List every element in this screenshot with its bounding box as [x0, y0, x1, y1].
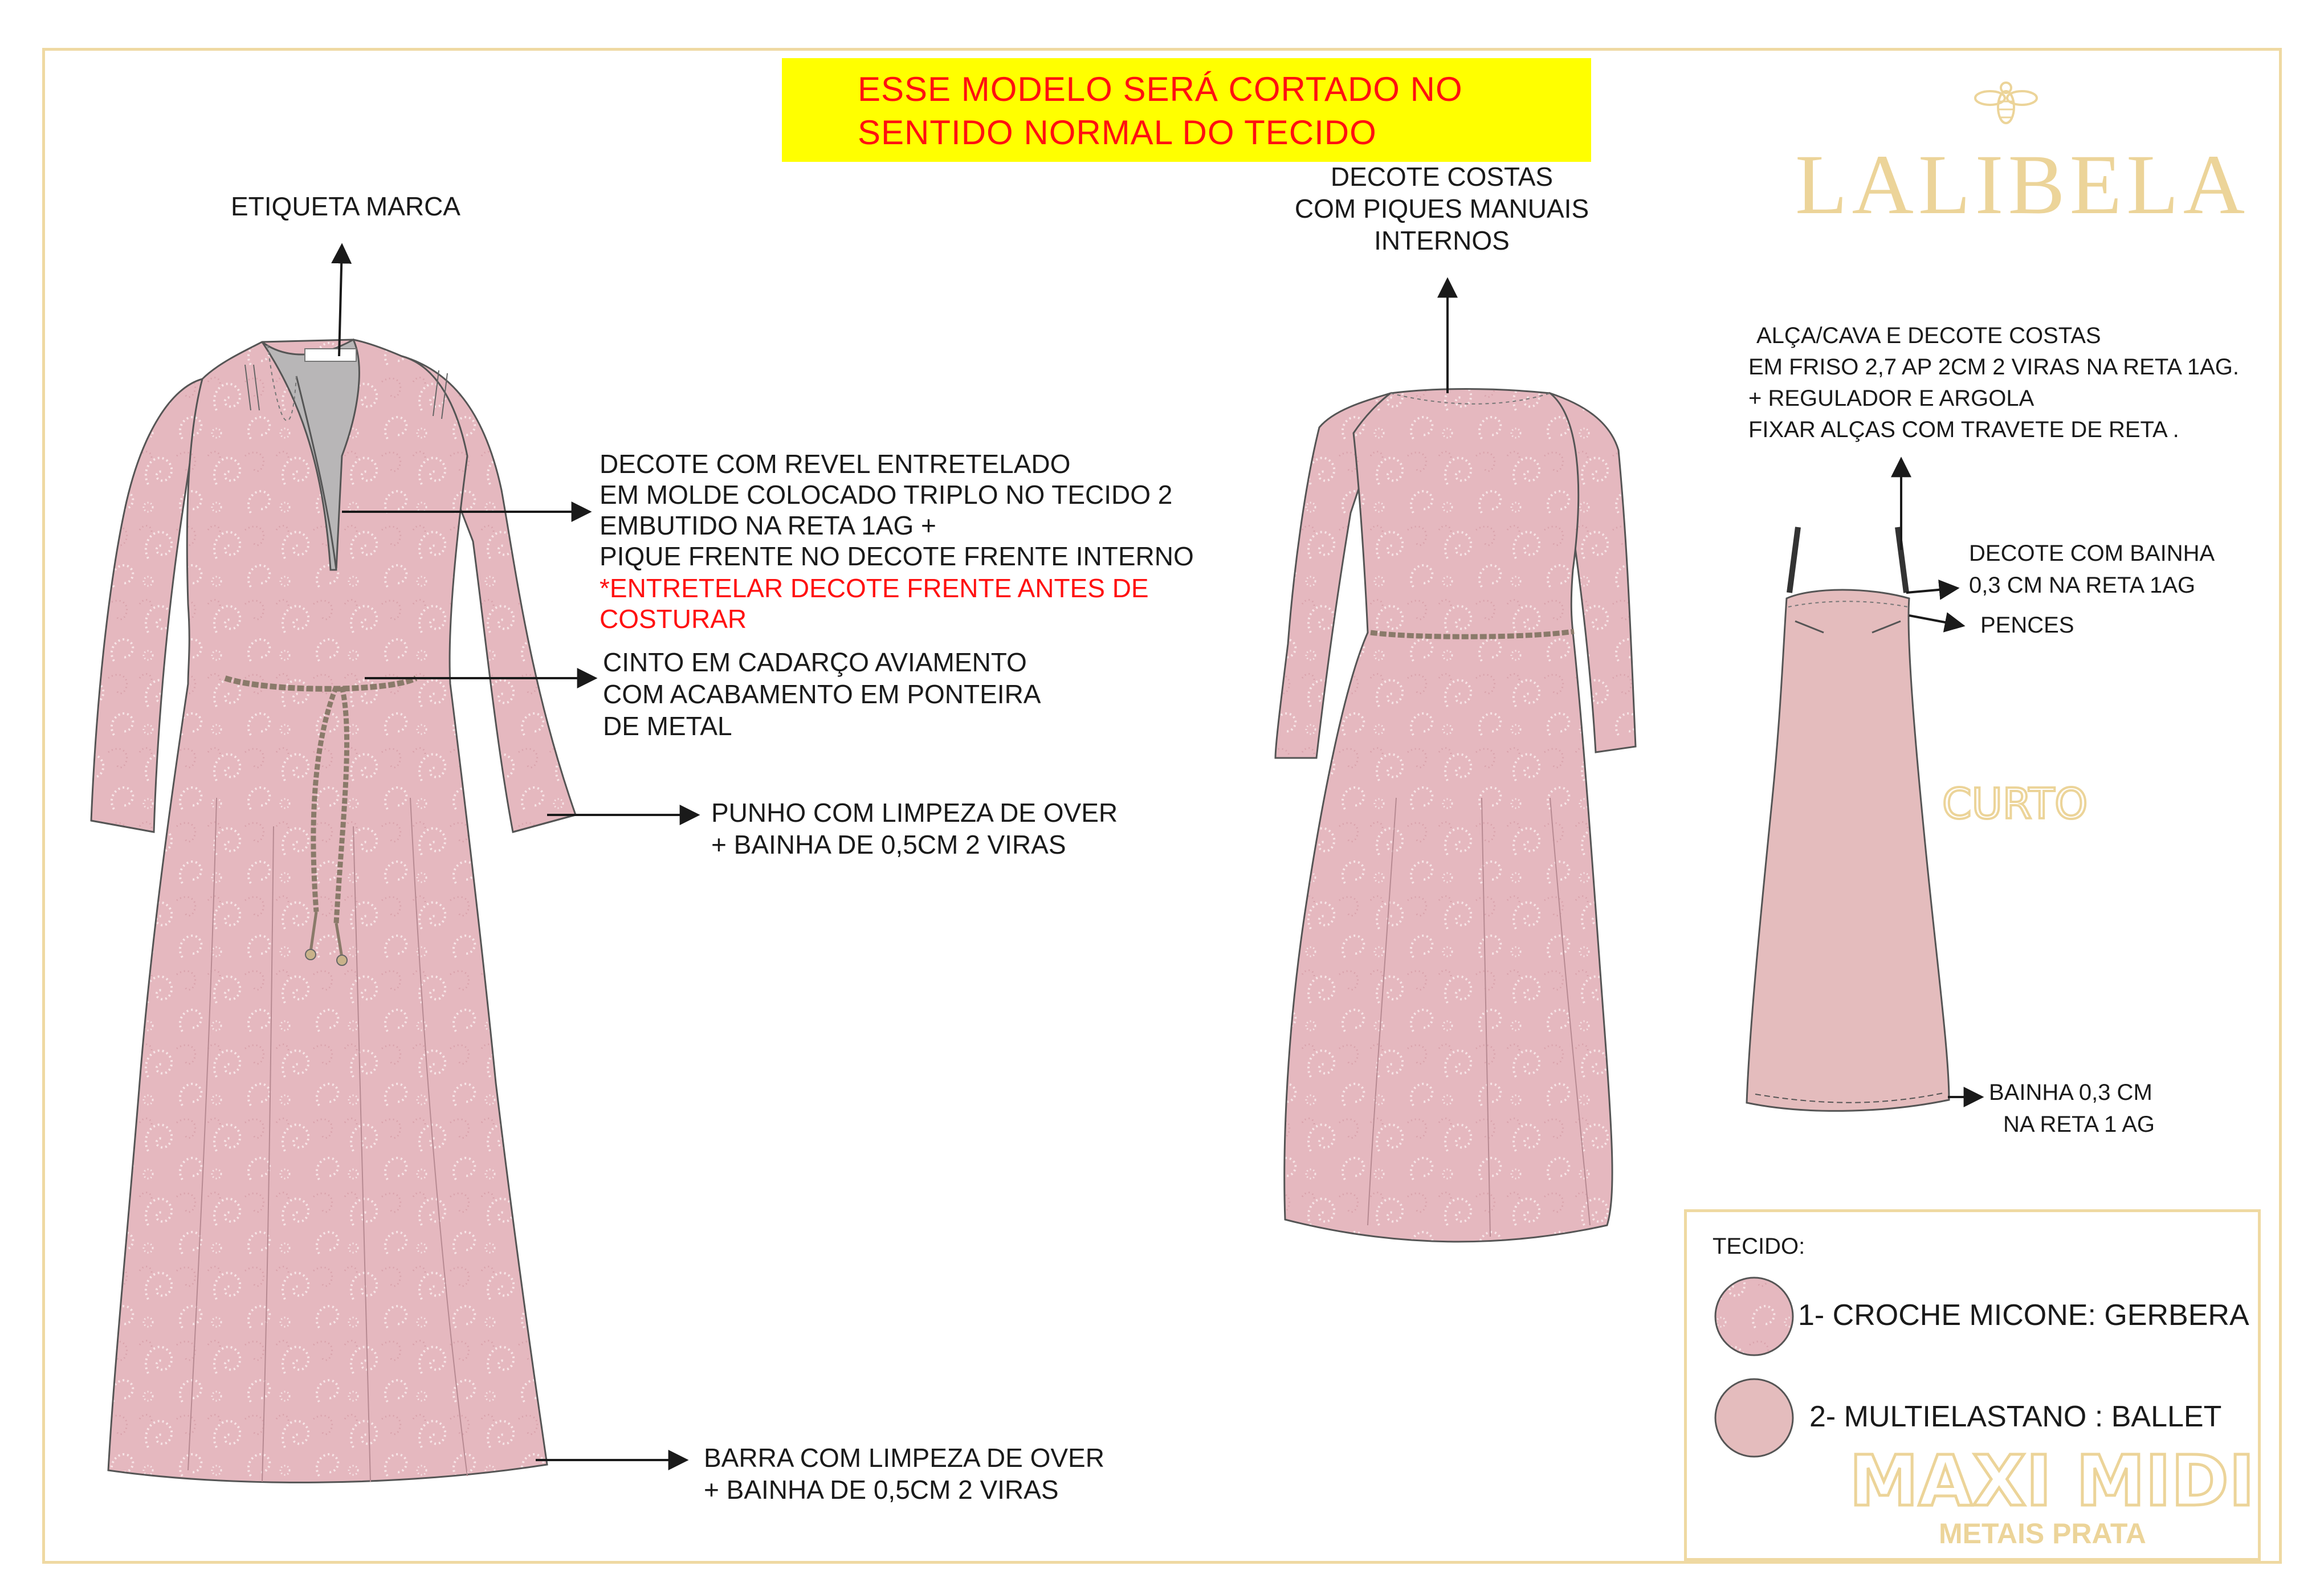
callout-line: FIXAR ALÇAS COM TRAVETE DE RETA .: [1748, 417, 2179, 442]
callout-line: PIQUE FRENTE NO DECOTE FRENTE INTERNO: [600, 541, 1194, 571]
callout-line: EMBUTIDO NA RETA 1AG +: [600, 511, 936, 540]
callout-line: + BAINHA DE 0,5CM 2 VIRAS: [704, 1475, 1059, 1504]
callout-line: ALÇA/CAVA E DECOTE COSTAS: [1756, 323, 2101, 348]
callout-line: DECOTE COSTAS: [1330, 162, 1554, 191]
callout-line: BAINHA 0,3 CM: [1989, 1080, 2152, 1105]
callout-line: PUNHO COM LIMPEZA DE OVER: [711, 798, 1118, 827]
warning-line: COSTURAR: [600, 604, 747, 634]
brand-name: LALIBELA: [1795, 137, 2250, 232]
callout-line: EM FRISO 2,7 AP 2CM 2 VIRAS NA RETA 1AG.: [1748, 354, 2240, 380]
legend-title: TECIDO:: [1713, 1234, 1805, 1259]
callout-darts: PENCES: [1980, 613, 2074, 638]
slip-dress: [1747, 527, 1949, 1111]
callout-line: COM ACABAMENTO EM PONTEIRA: [603, 679, 1041, 709]
callout-line: COM PIQUES MANUAIS: [1294, 194, 1589, 223]
callout-line: INTERNOS: [1374, 226, 1510, 255]
callout-line: BARRA COM LIMPEZA DE OVER: [704, 1443, 1104, 1473]
callout-line: DECOTE COM REVEL ENTRETELADO: [600, 449, 1071, 479]
callout-line: DE METAL: [603, 711, 732, 741]
callout-line: + REGULADOR E ARGOLA: [1748, 386, 2034, 411]
callout-line: DECOTE COM BAINHA: [1969, 541, 2215, 566]
collection-subtitle: METAIS PRATA: [1939, 1518, 2146, 1550]
callout-line: NA RETA 1 AG: [2003, 1112, 2155, 1137]
banner-line-1: ESSE MODELO SERÁ CORTADO NO: [858, 70, 1463, 108]
callout-line: EM MOLDE COLOCADO TRIPLO NO TECIDO 2: [600, 480, 1173, 509]
label-brand-tag: ETIQUETA MARCA: [231, 191, 460, 221]
warning-line: *ENTRETELAR DECOTE FRENTE ANTES DE: [600, 573, 1149, 603]
banner-line-2: SENTIDO NORMAL DO TECIDO: [858, 113, 1377, 152]
legend-item-2: 2- MULTIELASTANO : BALLET: [1809, 1400, 2222, 1433]
collection-name: MAXI MIDI: [1849, 1441, 2255, 1522]
bee-icon: [1975, 83, 2037, 123]
back-dress: [1275, 389, 1636, 1242]
callout-line: + BAINHA DE 0,5CM 2 VIRAS: [711, 830, 1066, 859]
length-label: CURTO: [1942, 780, 2088, 829]
legend-item-1: 1- CROCHE MICONE: GERBERA: [1798, 1299, 2249, 1332]
callout-line: CINTO EM CADARÇO AVIAMENTO: [603, 647, 1027, 677]
callout-line: 0,3 CM NA RETA 1AG: [1969, 573, 2196, 598]
